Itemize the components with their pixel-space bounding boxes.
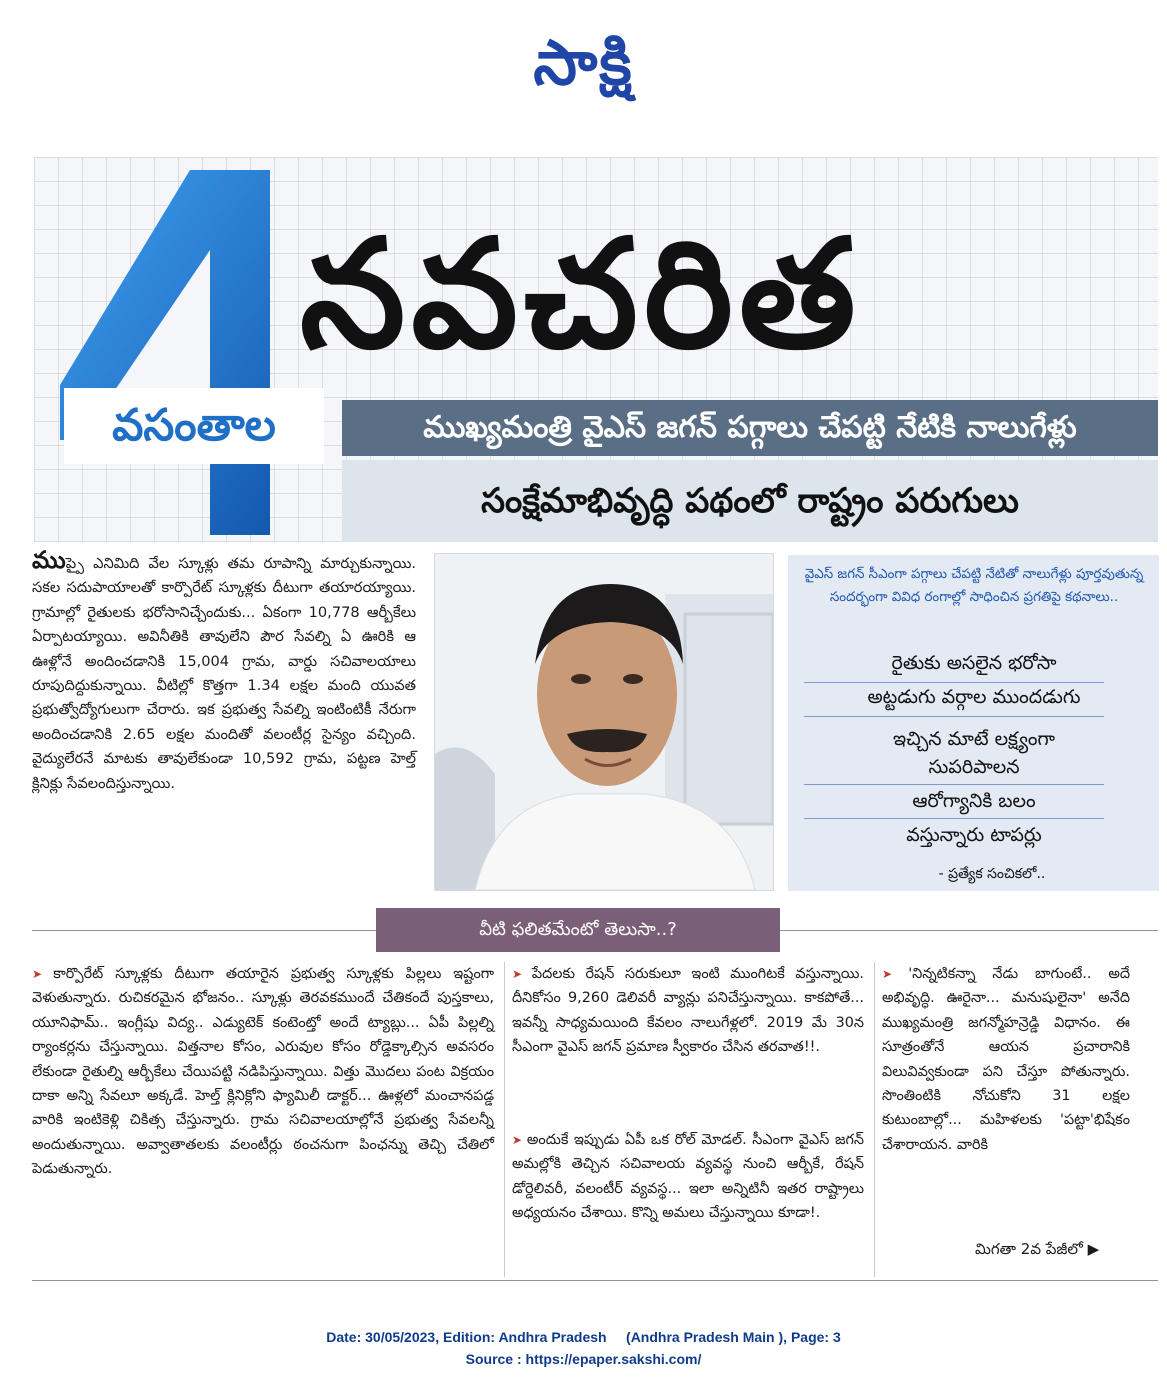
- sub-headline-1: ముఖ్యమంత్రి వైఎస్ జగన్ పగ్గాలు చేపట్టి నేటికి నాలుగేళ్లు: [342, 400, 1158, 456]
- special-edition-item: సుపరిపాలన: [928, 756, 1020, 778]
- sub-headline-2: సంక్షేమాభివృద్ధి పథంలో రాష్ట్రం పరుగులు: [342, 460, 1158, 542]
- special-edition-footer: - ప్రత్యేక సంచికలో..: [938, 866, 1046, 882]
- big-number-four-graphic: [40, 140, 340, 540]
- intro-text: ప్పై ఎనిమిది వేల స్కూళ్లు తమ రూపాన్ని మార్చుకున్నాయి. సకల సదుపాయాలతో కార్పొరేట్ స్కూళ్లకు దీటుగా తయారయ్యాయి. గ్రామాల్లో రైతులకు భరోసానిచ్చేందుకు... ఏకంగా 10,778 ఆర్బీకేలు ఏర్పాటయ్యాయి. అవినీతికి తావులేని పౌర సేవల్ని ఏ ఊరికి ఆ ఊళ్లోనే అందించడానికి 15,004 గ్రామ, వార్డు సచివాలయాలు రూపుదిద్దుకున్నాయి. వీటిల్లో కొత్తగా 1.34 లక్షల మంది యువత ప్రభుత్వోద్యోగులుగా చేరారు. ఇక ప్రభుత్వ సేవల్ని ఇంటింటికీ నేరుగా అందించడానికి 2.65 లక్షల మందితో వలంటీర్ల సైన్యం వచ్చింది. వైద్యులేరనే మాటకు తావులేకుండా 10,592 గ్రామ, పట్టణ హెల్త్ క్లినిక్లు సేవలందిస్తున్నాయి.: [32, 555, 416, 792]
- intro-article: [32, 548, 416, 796]
- main-headline: నవచరిత: [300, 208, 862, 382]
- article-column-2b: [512, 1128, 864, 1226]
- source-link[interactable]: Source : https://epaper.sakshi.com/: [465, 1351, 702, 1367]
- divider: [804, 818, 1104, 819]
- special-edition-item: వస్తున్నారు టాపర్లు: [906, 824, 1042, 846]
- results-banner: వీటి ఫలితమేంటో తెలుసా..?: [376, 908, 780, 952]
- column-divider: [504, 962, 505, 1277]
- special-edition-item: ఇచ్చిన మాటే లక్ష్యంగా: [893, 728, 1055, 750]
- column-text: అందుకే ఇప్పుడు ఏపీ ఒక రోల్ మోడల్. సీఎంగా వైఎస్ జగన్ అమల్లోకి తెచ్చిన సచివాలయ వ్యవస్థ నుంచి ఆర్బీకే, రేషన్ డోర్డెలివరీ, వలంటీర్ వ్యవస్థ... ఇలా అన్నిటినీ ఇతర రాష్ట్రాలు అధ్యయనం చేశాయి. కొన్ని అమలు చేస్తున్నాయి కూడా!.: [512, 1132, 864, 1222]
- column-divider: [874, 962, 875, 1277]
- drop-cap: ము: [32, 546, 66, 574]
- arrow-bullet-icon: ➤: [512, 967, 532, 981]
- masthead: [0, 18, 1167, 108]
- special-edition-item: ఆరోగ్యానికి బలం: [912, 790, 1036, 812]
- newspaper-logo: సాక్షి: [533, 26, 634, 99]
- page-footer: [0, 1326, 1167, 1370]
- column-text: కార్పొరేట్ స్కూళ్లకు దీటుగా తయారైన ప్రభుత్వ స్కూళ్లకు పిల్లలు ఇష్టంగా వెళుతున్నారు. రుచికరమైన భోజనం.. స్కూళ్లు తెరవకముందే చేతికందే పుస్తకాలు, యూనిఫామ్.. ఇంగ్లీషు విద్య.. ఎడ్యుటెక్ కంటెంట్తో అందే ట్యాబ్లు... ఏపీ పిల్లల్ని ర్యాంకర్లను చేస్తున్నాయి. విత్తనాల కోసం, ఎరువుల కోసం రోడ్డెక్కాల్సిన అవసరం లేకుండా రైతుల్ని ఆర్బీకేలు చేయిపట్టి నడిపిస్తున్నాయి. విత్తు మొదలు పంట విక్రయం దాకా అన్ని సేవలూ అక్కడే. హెల్త్ క్లినిక్లోని ఫ్యామిలీ డాక్టర్... ఊళ్లలో మంచానపడ్డ వారికి ఇంటికెళ్లి చికిత్స చేస్తున్నారు. గ్రామ సచివాలయాల్లోనే ప్రభుత్వ సేవలన్నీ అందుతున్నాయి. అవ్వాతాతలకు వలంటీర్లు ఠంచనుగా పింఛన్ను తెచ్చి చేతిలో పెడుతున్నారు.: [32, 966, 494, 1178]
- column-text: 'నిన్నటికన్నా నేడు బాగుంటే.. అదే అభివృద్ధి. ఊరైనా... మనుషులైనా' అనేది ముఖ్యమంత్రి జగన్మోహన్రెడ్డి విధానం. ఈ సూత్రంతోనే ఆయన ప్రచారానికి విలువివ్వకుండా పని చేస్తూ పోతున్నారు. సొంతింటికి నోచుకోని 31 లక్షల కుటుంబాల్లో... మహిళలకు 'పట్టా'భిషేకం చేశారాయన. వారికి: [882, 966, 1130, 1153]
- article-column-1: [32, 962, 494, 1182]
- arrow-bullet-icon: ➤: [882, 967, 909, 981]
- years-label: వసంతాల: [64, 388, 324, 464]
- chief-minister-photo: [434, 553, 774, 891]
- edition-info: Date: 30/05/2023, Edition: Andhra Pradesh (Andhra Pradesh Main ), Page: 3: [326, 1329, 841, 1345]
- arrow-bullet-icon: ➤: [512, 1133, 527, 1147]
- article-column-3: [882, 962, 1130, 1157]
- divider: [804, 716, 1104, 717]
- special-edition-item: రైతుకు అసలైన భరోసా: [891, 652, 1057, 674]
- divider: [32, 1280, 1158, 1281]
- column-text: పేదలకు రేషన్ సరుకులూ ఇంటి ముంగిటకే వస్తున్నాయి. దీనికోసం 9,260 డెలివరీ వ్యాన్లు పనిచేస్తున్నాయి. కాకపోతే... ఇవన్నీ సాధ్యమయింది కేవలం నాలుగేళ్లలో. 2019 మే 30న సీఎంగా వైఎస్ జగన్ ప్రమాణ స్వీకారం చేసిన తరవాత!!.: [512, 966, 864, 1056]
- divider: [804, 784, 1104, 785]
- article-column-2: [512, 962, 864, 1060]
- special-edition-item: అట్టడుగు వర్గాల ముందడుగు: [867, 686, 1081, 708]
- continued-on-page: మిగతా 2వ పేజీలో ▶: [975, 1240, 1100, 1258]
- arrow-bullet-icon: ➤: [32, 967, 54, 981]
- special-edition-intro: వైఎస్ జగన్ సీఎంగా పగ్గాలు చేపట్టి నేటితో నాలుగేళ్లు పూర్తవుతున్న సందర్భంగా వివిధ రంగాల్లో సాధించిన ప్రగతిపై కథనాలు..: [804, 567, 1144, 605]
